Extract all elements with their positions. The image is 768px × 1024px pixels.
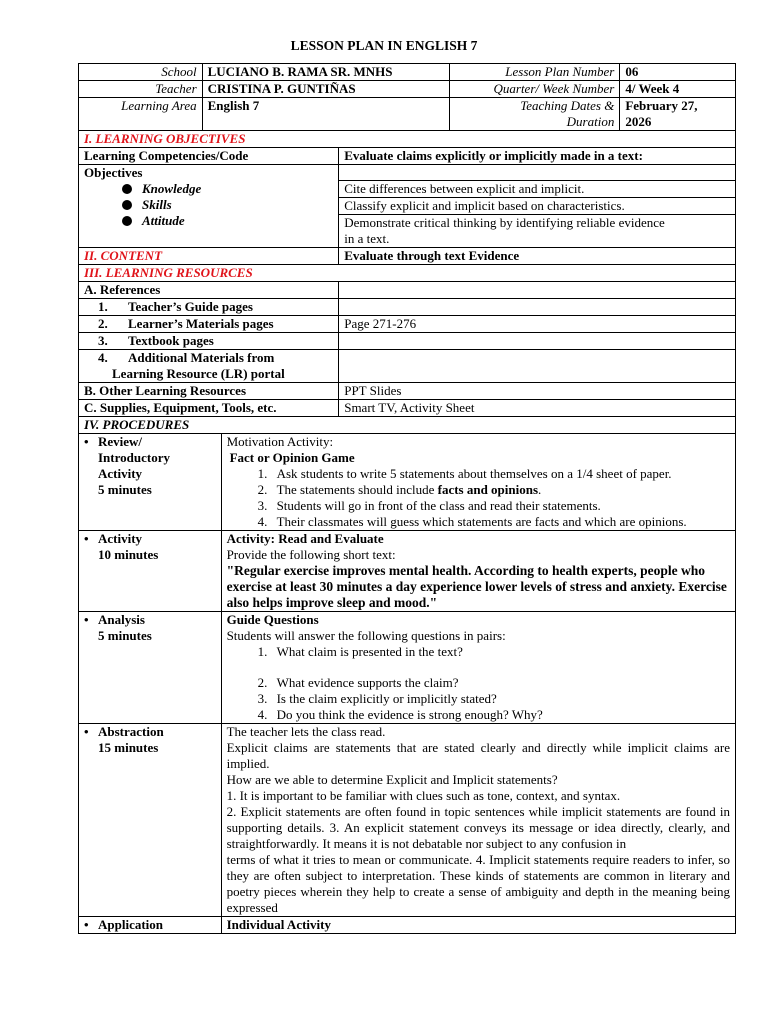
list-item: 4. Their classmates will guess which statements are facts and which are opinions. bbox=[271, 514, 730, 530]
knowledge-value: Cite differences between explicit and implicit. bbox=[339, 181, 735, 198]
abstraction-content: The teacher lets the class read. Explicit claims are statements that are stated clearly and directly while implicit claims are implied. How are we able to determine Explicit and Implicit statements? 1. It is important to be familiar with clues such as tone, context, and syntax. 2. Explicit statements are often found in topic sentences while implicit statements are found in supporting details. 3. An explicit statement conveys its message or idea directly, clearly, and straightforwardly. It means it is not debatable nor subject to any confusion in terms of what it tries to mean or communicate. 4. Implicit statements require readers to infer, so they are often subject to interpretation. These kinds of statements are common in literary and poetry pieces wherein they help to create a sense of ambiguity and depth in the meaning being expressed bbox=[221, 724, 735, 916]
school-label: School bbox=[161, 64, 197, 79]
procedures-heading: IV. PROCEDURES bbox=[84, 417, 190, 432]
other-resources-label: B. Other Learning Resources bbox=[84, 383, 247, 398]
quarter-week-value: 4/ Week 4 bbox=[619, 81, 735, 97]
knowledge-label: Knowledge bbox=[79, 181, 338, 197]
learners-materials-value: Page 271-276 bbox=[338, 316, 735, 332]
list-item: 4. Do you think the evidence is strong enough? Why? bbox=[271, 707, 730, 723]
supplies-value: Smart TV, Activity Sheet bbox=[338, 400, 735, 416]
teachers-guide-label: 1. Teacher’s Guide pages bbox=[98, 299, 253, 314]
teaching-dates-value: February 27, 2026 bbox=[619, 98, 735, 130]
bullet-icon bbox=[122, 184, 132, 194]
quarter-week-label: Quarter/ Week Number bbox=[449, 81, 619, 97]
list-item: 1. Ask students to write 5 statements about themselves on a 1/4 sheet of paper. bbox=[271, 466, 730, 482]
activity-label: • Activity 10 minutes bbox=[79, 531, 221, 611]
abstraction-label: • Abstraction 15 minutes bbox=[79, 724, 221, 916]
procedure-review-row bbox=[79, 434, 735, 531]
procedure-analysis-row bbox=[79, 612, 735, 724]
list-item: 2. The statements should include facts and opinions. bbox=[271, 482, 730, 498]
page-title: LESSON PLAN IN ENGLISH 7 bbox=[290, 38, 478, 53]
competency-label: Learning Competencies/Code bbox=[84, 148, 249, 163]
learners-materials-label: 2. Learner’s Materials pages bbox=[98, 316, 274, 331]
review-label: • Review/ Introductory Activity 5 minutes bbox=[79, 434, 221, 530]
teacher-label: Teacher bbox=[155, 81, 197, 96]
lesson-plan-number-value: 06 bbox=[619, 64, 735, 80]
procedure-abstraction-row bbox=[79, 724, 735, 917]
teaching-dates-label: Teaching Dates & Duration bbox=[449, 98, 619, 130]
header-table bbox=[78, 63, 736, 934]
review-content: Motivation Activity: Fact or Opinion Game 1. Ask students to write 5 statements about themselves on a 1/4 sheet of paper. 2. The statements should include facts and opinions. 3. Students will go in front of the class and read their statements. 4. Their classmates will guess which statements are facts and which are opinions. bbox=[221, 434, 735, 530]
analysis-label: • Analysis 5 minutes bbox=[79, 612, 221, 723]
bullet-icon bbox=[122, 200, 132, 210]
application-label: • Application bbox=[79, 917, 221, 933]
competency-value: Evaluate claims explicitly or implicitly made in a text: bbox=[338, 148, 735, 164]
attitude-label: Attitude bbox=[79, 213, 338, 245]
lesson-plan-number-label: Lesson Plan Number bbox=[449, 64, 619, 80]
lesson-plan-table bbox=[78, 63, 736, 934]
attitude-value: Demonstrate critical thinking by identifying reliable evidence in a text. bbox=[344, 215, 665, 246]
objectives-heading: I. LEARNING OBJECTIVES bbox=[84, 131, 246, 146]
other-resources-value: PPT Slides bbox=[338, 383, 735, 399]
learning-area-value: English 7 bbox=[202, 98, 449, 130]
teacher-value: CRISTINA P. GUNTIÑAS bbox=[202, 81, 449, 97]
school-value: LUCIANO B. RAMA SR. MNHS bbox=[202, 64, 449, 80]
activity-content: Activity: Read and Evaluate Provide the following short text: "Regular exercise improves mental health. According to health experts, people who exercise at least 30 minutes a day experience lower levels of stress and anxiety. Exercise also helps improve sleep and mood." bbox=[221, 531, 735, 611]
bullet-icon bbox=[122, 216, 132, 226]
skills-label: Skills bbox=[79, 197, 338, 213]
content-value: Evaluate through text Evidence bbox=[338, 248, 735, 264]
textbook-label: 3. Textbook pages bbox=[98, 333, 214, 348]
supplies-label: C. Supplies, Equipment, Tools, etc. bbox=[84, 400, 277, 415]
skills-value: Classify explicit and implicit based on characteristics. bbox=[339, 198, 735, 215]
objectives-label: Objectives bbox=[84, 165, 143, 180]
list-item: 3. Students will go in front of the class and read their statements. bbox=[271, 498, 730, 514]
list-item: 3. Is the claim explicitly or implicitly stated? bbox=[271, 691, 730, 707]
procedure-activity-row bbox=[79, 531, 735, 612]
learning-area-label: Learning Area bbox=[121, 98, 197, 113]
analysis-content: Guide Questions Students will answer the following questions in pairs: 1. What claim is presented in the text? 2. What evidence supports the claim? 3. Is the claim explicitly or implicitly stated? 4. Do you think the evidence is strong enough? Why? bbox=[221, 612, 735, 723]
additional-materials-label: 4. Additional Materials from Learning Resource (LR) portal bbox=[98, 350, 285, 381]
resources-heading: III. LEARNING RESOURCES bbox=[84, 265, 253, 280]
references-label: A. References bbox=[84, 282, 161, 297]
list-item: 1. What claim is presented in the text? bbox=[271, 644, 730, 660]
content-heading: II. CONTENT bbox=[84, 248, 163, 263]
list-item: 2. What evidence supports the claim? bbox=[271, 675, 730, 691]
procedure-application-row bbox=[79, 917, 735, 934]
application-content: Individual Activity bbox=[221, 917, 735, 933]
